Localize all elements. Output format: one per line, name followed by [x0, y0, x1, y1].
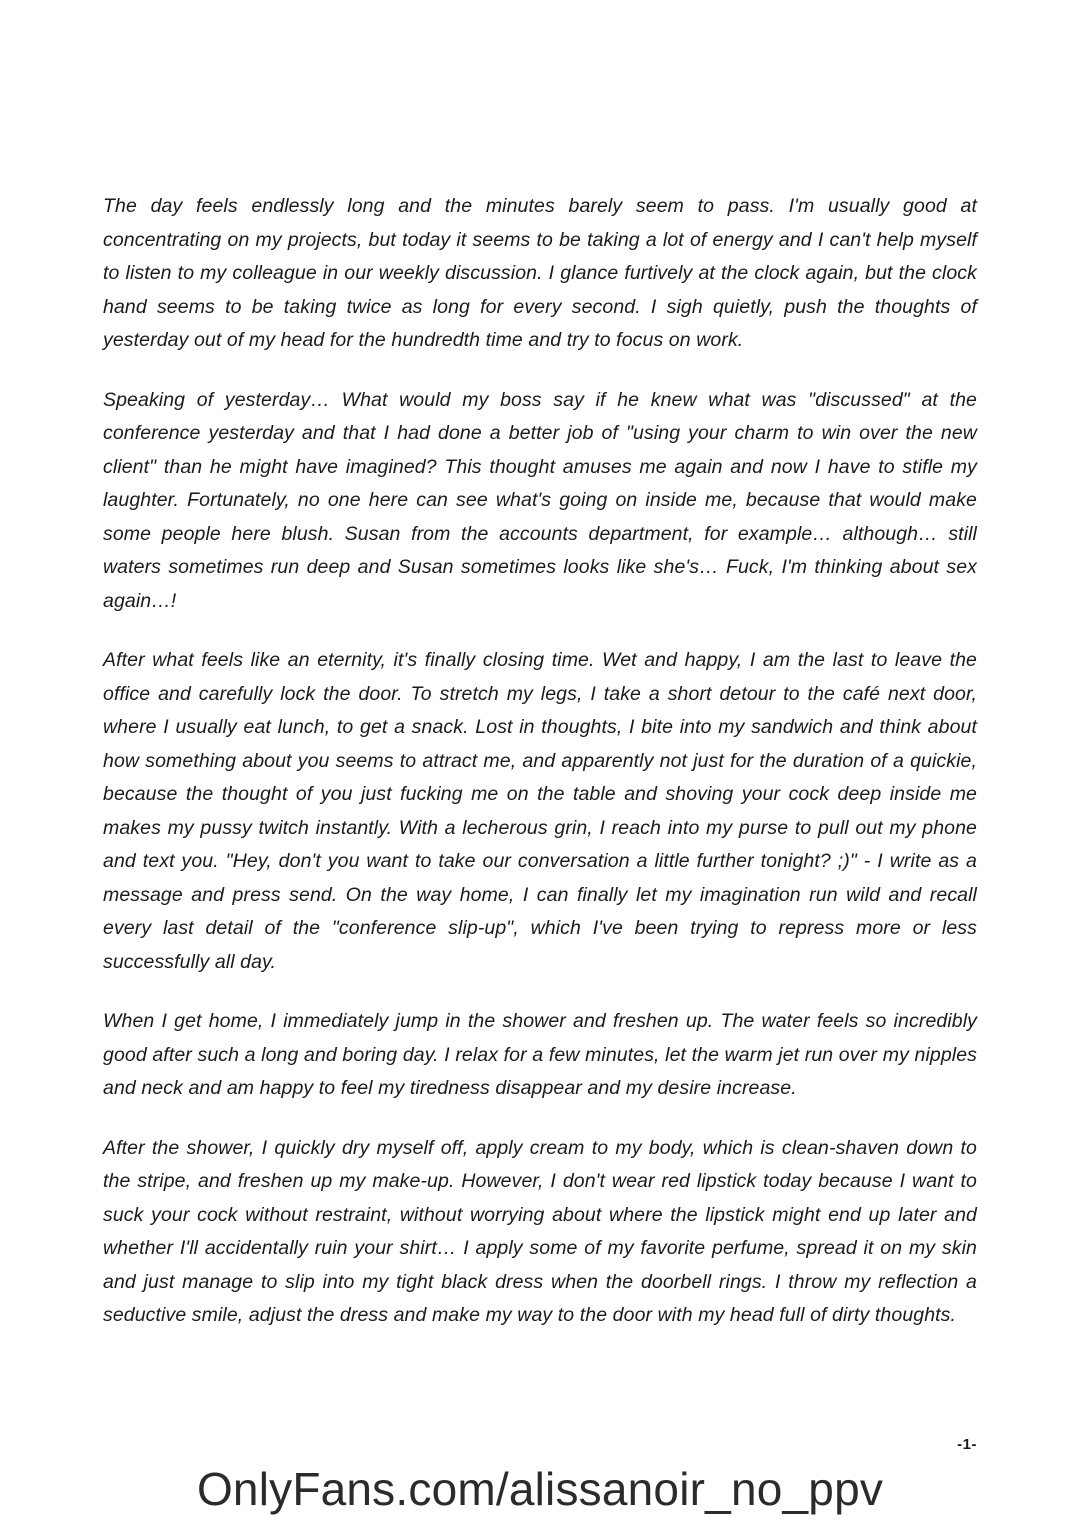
paragraph: After what feels like an eternity, it's finally closing time. Wet and happy, I am the last to leave the office and carefully lock the door. To stretch my legs, I take a short detour to the café next door, where I usually eat lunch, to get a snack. Lost in thoughts, I bite into my sandwich and think about how something about you seems to attract me, and apparently not just for the duration of a quickie, because the thought of you just fucking me on the table and shoving your cock deep inside me makes my pussy twitch instantly. With a lecherous grin, I reach into my purse to pull out my phone and text you. "Hey, don't you want to take our conversation a little further tonight? ;)" - I write as a message and press send. On the way home, I can finally let my imagination run wild and recall every last detail of the "conference slip-up", which I've been trying to repress more or less successfully all day. — [103, 649, 977, 973]
paragraph: After the shower, I quickly dry myself off, apply cream to my body, which is clean-shaven down to the stripe, and freshen up my make-up. However, I don't wear red lipstick today because I want to suck your cock without restraint, without worrying about where the lipstick might end up later and whether I'll accidentally ruin your shirt… I apply some of my favorite perfume, spread it on my skin and just manage to slip into my tight black dress when the doorbell rings. I throw my reflection a seductive smile, adjust the dress and make my way to the door with my head full of dirty thoughts. — [103, 1136, 977, 1326]
paragraph: Speaking of yesterday… What would my boss say if he knew what was "discussed" at the conference yesterday and that I had done a better job of "using your charm to win over the new client" than he might have imagined? This thought amuses me again and now I have to stifle my laughter. Fortunately, no one here can see what's going on inside me, because that would make some people here blush. Susan from the accounts department, for example… although… still waters sometimes run deep and Susan sometimes looks like she's… Fuck, I'm thinking about sex again…! — [103, 388, 977, 612]
paragraph: When I get home, I immediately jump in the shower and freshen up. The water feels so incredibly good after such a long and boring day. I relax for a few minutes, let the warm jet run over my nipples and neck and am happy to feel my tiredness disappear and my desire increase. — [103, 1010, 977, 1099]
page-number: -1- — [957, 1436, 977, 1453]
paragraph: The day feels endlessly long and the minutes barely seem to pass. I'm usually good at concentrating on my projects, but today it seems to be taking a lot of energy and I can't help myself to listen to my colleague in our weekly discussion. I glance furtively at the clock again, but the clock hand seems to be taking twice as long for every second. I sigh quietly, push the thoughts of yesterday out of my head for the hundredth time and try to focus on work. — [103, 195, 977, 351]
story-text-body — [103, 190, 977, 1333]
watermark-text: OnlyFans.com/alissanoir_no_ppv — [196, 1463, 884, 1515]
